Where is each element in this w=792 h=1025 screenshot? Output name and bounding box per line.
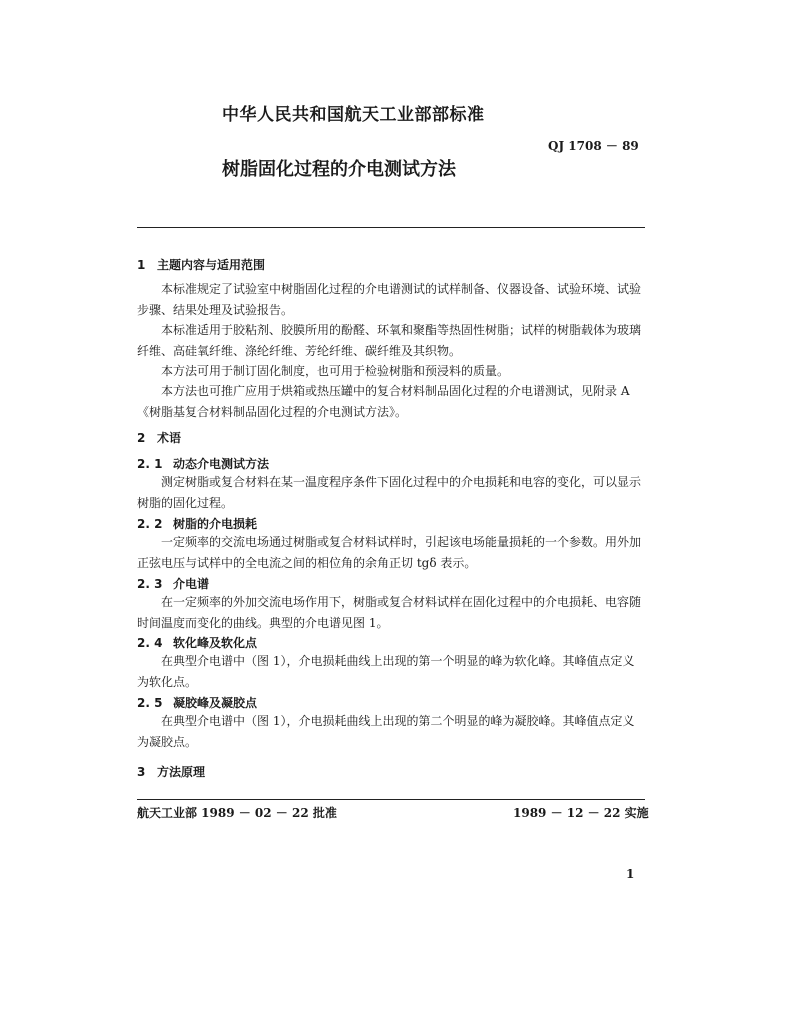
subsection-number: 2. 5 [137,696,163,710]
subsection-number: 2. 4 [137,636,163,650]
subsection-number: 2. 2 [137,517,163,531]
paragraph: 在典型介电谱中（图 1），介电损耗曲线上出现的第二个明显的峰为凝胶峰。其峰值点定义为凝胶点。 [137,714,635,749]
paragraph: 本标准规定了试验室中树脂固化过程的介电谱测试的试样制备、仪器设备、试验环境、试验步骤、结果处理及试验报告。 [137,282,642,317]
doc-title: 树脂固化过程的介电测试方法 [222,159,456,180]
section-title: 方法原理 [157,765,206,779]
bottom-divider [137,799,645,800]
effective-date: 1989 － 12 － 22 实施 [513,806,649,820]
subsection-2-2-heading [137,515,257,532]
subsection-number: 2. 3 [137,577,163,591]
page-number: 1 [626,867,635,881]
approval-date: 航天工业部 1989 － 02 － 22 批准 [137,806,337,820]
section-number: 3 [137,765,146,779]
org-standard-title: 中华人民共和国航天工业部部标准 [222,105,485,125]
section-2-heading [137,429,181,446]
paragraph: 一定频率的交流电场通过树脂或复合材料试样时，引起该电场能量损耗的一个参数。用外加正弦电压与试样中的全电流之间的相位角的余角正切 tgδ 表示。 [137,535,642,570]
subsection-title: 树脂的介电损耗 [173,517,258,531]
section-number: 1 [137,258,146,272]
section-number: 2 [137,431,146,445]
subsection-2-5-heading [137,694,257,711]
section-title: 术语 [157,431,182,445]
paragraph: 本标准适用于胶粘剂、胶膜所用的酚醛、环氧和聚酯等热固性树脂；试样的树脂载体为玻璃纤维、高硅氧纤维、涤纶纤维、芳纶纤维、碳纤维及其织物。 [137,323,642,358]
subsection-title: 动态介电测试方法 [173,457,270,471]
doc-number: QJ 1708 － 89 [548,139,639,153]
subsection-title: 介电谱 [173,577,210,591]
subsection-number: 2. 1 [137,457,163,471]
paragraph: 在典型介电谱中（图 1），介电损耗曲线上出现的第一个明显的峰为软化峰。其峰值点定义为软化点。 [137,654,635,689]
section-title: 主题内容与适用范围 [157,258,266,272]
paragraph: 本方法也可推广应用于烘箱或热压罐中的复合材料制品固化过程的介电谱测试，见附录 A《树脂基复合材料制品固化过程的介电测试方法》。 [137,384,630,419]
subsection-title: 凝胶峰及凝胶点 [173,696,258,710]
paragraph: 测定树脂或复合材料在某一温度程序条件下固化过程中的介电损耗和电容的变化，可以显示树脂的固化过程。 [137,475,642,510]
section-1-heading [137,256,265,273]
paragraph: 本方法可用于制订固化制度，也可用于检验树脂和预浸料的质量。 [161,364,510,378]
section-3-heading [137,763,205,780]
subsection-title: 软化峰及软化点 [173,636,258,650]
paragraph: 在一定频率的外加交流电场作用下，树脂或复合材料试样在固化过程中的介电损耗、电容随时间温度而变化的曲线。典型的介电谱见图 1。 [137,595,642,630]
subsection-2-1-heading [137,455,269,472]
top-divider [137,227,645,228]
subsection-2-3-heading [137,575,209,592]
subsection-2-4-heading [137,634,257,651]
